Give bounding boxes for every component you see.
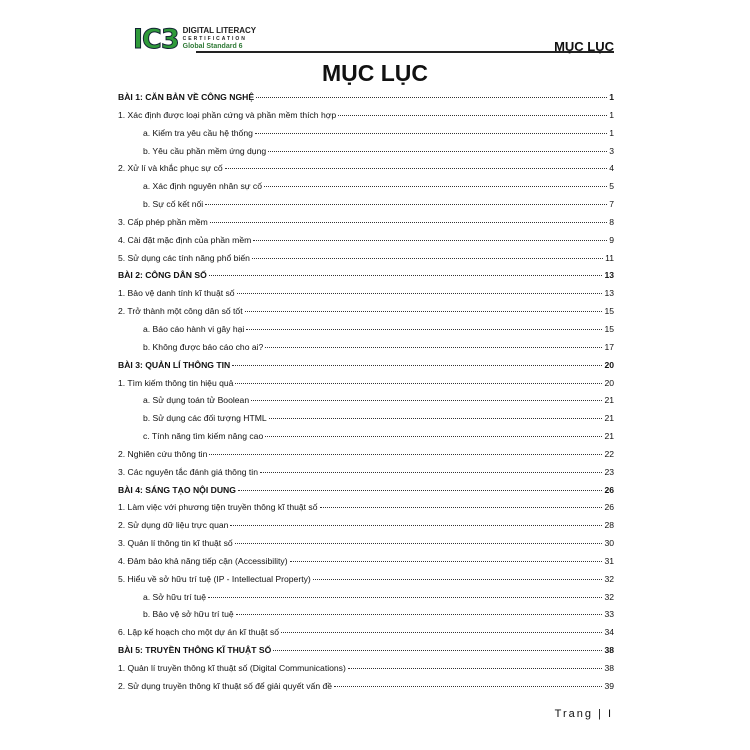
toc-entry-title: 5. Sử dụng các tính năng phổ biến	[118, 252, 250, 263]
toc-entry[interactable]	[118, 627, 614, 645]
toc-entry-page: 31	[604, 555, 614, 566]
dot-leader	[281, 632, 602, 633]
dot-leader	[251, 400, 602, 401]
toc-entry-page: 17	[604, 341, 614, 352]
logo-text	[183, 27, 256, 51]
dot-leader	[268, 151, 607, 152]
dot-leader	[235, 383, 602, 384]
toc-entry-title: 2. Xử lí và khắc phục sự cố	[118, 163, 223, 174]
toc-entry-page: 28	[604, 520, 614, 531]
dot-leader	[246, 329, 602, 330]
toc-entry[interactable]	[118, 520, 614, 538]
toc-entry-page: 13	[604, 270, 614, 281]
toc-entry-page: 15	[604, 306, 614, 317]
toc-entry-page: 34	[604, 627, 614, 638]
toc-entry-page: 21	[604, 413, 614, 424]
toc-entry[interactable]	[118, 235, 614, 253]
header-section-title: MỤC LỤC	[554, 39, 614, 54]
toc-entry[interactable]	[118, 609, 614, 627]
toc-entry-title: 4. Đảm bảo khả năng tiếp cận (Accessibility)	[118, 555, 288, 566]
toc-entry[interactable]	[118, 128, 614, 146]
ic3-logo	[133, 24, 257, 55]
dot-leader	[225, 168, 608, 169]
toc-entry-title: b. Không được báo cáo cho ai?	[143, 341, 264, 352]
toc-entry-title: 6. Lập kế hoạch cho một dự án kĩ thuật số	[118, 627, 280, 638]
toc-entry-title: 3. Cấp phép phần mềm	[118, 216, 208, 227]
toc-entry[interactable]	[118, 485, 614, 503]
toc-entry-page: 32	[604, 591, 614, 602]
toc-entry-title: 1. Quản lí truyền thông kĩ thuật số (Digital Communications)	[118, 663, 346, 673]
toc-entry[interactable]	[118, 110, 614, 128]
toc-entry-title: 3. Quản lí thông tin kĩ thuật số	[118, 538, 233, 549]
toc-entry-page: 33	[604, 609, 614, 620]
toc-entry[interactable]	[118, 181, 614, 199]
dot-leader	[236, 614, 603, 615]
toc-entry-page: 30	[604, 538, 614, 549]
dot-leader	[205, 204, 607, 205]
toc-entry-title: 2. Sử dụng truyền thông kĩ thuật số để giải quyết vấn đề	[118, 680, 333, 691]
logo-mark: IC3	[133, 24, 179, 55]
toc-entry-page: 5	[609, 181, 614, 192]
toc-entry-page: 11	[605, 252, 614, 263]
toc-entry[interactable]	[118, 502, 614, 520]
dot-leader	[237, 293, 603, 294]
page-title: MỤC LỤC	[321, 60, 429, 86]
dot-leader	[208, 597, 602, 598]
page-number: Trang | I	[554, 708, 613, 720]
toc-entry-page: 1	[609, 127, 614, 138]
toc-entry[interactable]	[118, 413, 614, 431]
dot-leader	[256, 97, 607, 98]
toc-entry[interactable]	[118, 163, 614, 181]
toc-entry[interactable]	[118, 574, 614, 592]
toc-entry-page: 23	[604, 466, 614, 477]
toc-entry-title: 1. Xác định được loại phần cứng và phần mềm thích hợp	[118, 109, 337, 120]
dot-leader	[265, 436, 602, 437]
toc-entry[interactable]	[118, 324, 614, 342]
toc-entry[interactable]	[118, 663, 614, 681]
toc-entry-title: b. Sử dụng các đối tượng HTML	[143, 413, 267, 424]
logo-line-3: Global Standard 6	[182, 43, 243, 50]
dot-leader	[290, 561, 603, 562]
dot-leader	[210, 222, 607, 223]
toc-entry-title: 2. Trở thành một công dân số tốt	[118, 306, 243, 317]
toc-entry-title: 1. Làm việc với phương tiện truyền thông kĩ thuật số	[118, 502, 318, 513]
table-of-contents	[118, 92, 614, 699]
header-divider	[196, 51, 614, 53]
toc-entry[interactable]	[118, 342, 614, 360]
toc-entry-title: a. Sở hữu trí tuệ	[143, 591, 206, 602]
toc-entry[interactable]	[118, 146, 614, 164]
toc-entry-title: a. Kiểm tra yêu cầu hệ thống	[143, 127, 253, 138]
toc-entry[interactable]	[118, 681, 614, 699]
toc-entry[interactable]	[118, 199, 614, 217]
toc-entry-title: 2. Nghiên cứu thông tin	[118, 448, 208, 459]
dot-leader	[253, 240, 607, 241]
toc-entry-page: 8	[609, 216, 614, 227]
toc-entry-page: 1	[609, 92, 614, 102]
toc-entry-title: BÀI 3: QUẢN LÍ THÔNG TIN	[118, 359, 231, 370]
dot-leader	[245, 311, 603, 312]
toc-entry[interactable]	[118, 431, 614, 449]
dot-leader	[238, 490, 603, 491]
toc-entry-page: 21	[604, 395, 614, 406]
toc-entry-page: 4	[609, 163, 614, 174]
toc-entry[interactable]	[118, 378, 614, 396]
toc-entry-page: 26	[604, 502, 614, 513]
toc-entry-page: 21	[604, 431, 614, 442]
toc-entry[interactable]	[118, 556, 614, 574]
toc-entry[interactable]	[118, 538, 614, 556]
toc-entry-title: b. Yêu cầu phần mềm ứng dụng	[143, 145, 267, 156]
dot-leader	[273, 650, 602, 651]
toc-entry[interactable]	[118, 360, 614, 378]
dot-leader	[209, 454, 602, 455]
toc-entry-page: 7	[609, 199, 614, 210]
toc-entry-title: BÀI 1: CĂN BẢN VỀ CÔNG NGHỆ	[118, 92, 255, 102]
dot-leader	[230, 525, 602, 526]
toc-entry-page: 39	[604, 680, 614, 691]
toc-entry-page: 20	[604, 359, 614, 370]
toc-entry[interactable]	[118, 395, 614, 413]
toc-entry-title: 2. Sử dụng dữ liệu trực quan	[118, 520, 229, 531]
toc-entry-page: 9	[609, 234, 614, 245]
dot-leader	[260, 472, 602, 473]
toc-entry[interactable]	[118, 592, 614, 610]
dot-leader	[313, 579, 603, 580]
toc-entry-page: 32	[604, 573, 614, 584]
toc-entry[interactable]	[118, 270, 614, 288]
toc-entry-title: c. Tính năng tìm kiếm nâng cao	[143, 431, 264, 442]
toc-entry-title: b. Bảo vệ sở hữu trí tuệ	[143, 609, 234, 620]
logo-line-1: DIGITAL LITERACY	[182, 26, 257, 35]
toc-entry-title: BÀI 2: CÔNG DÂN SỐ	[118, 270, 207, 281]
toc-entry[interactable]	[118, 306, 614, 324]
dot-leader	[338, 115, 607, 116]
toc-entry[interactable]	[118, 449, 614, 467]
dot-leader	[320, 507, 603, 508]
toc-entry-title: a. Sử dụng toán tử Boolean	[143, 395, 250, 406]
toc-entry-page: 15	[604, 323, 614, 334]
dot-leader	[252, 258, 603, 259]
toc-entry-page: 3	[609, 145, 614, 156]
toc-entry[interactable]	[118, 288, 614, 306]
toc-entry-title: 3. Các nguyên tắc đánh giá thông tin	[118, 466, 258, 477]
toc-entry-page: 38	[604, 645, 614, 656]
toc-entry-page: 22	[604, 448, 614, 459]
dot-leader	[264, 186, 607, 187]
toc-entry-title: b. Sự cố kết nối	[143, 199, 204, 210]
toc-entry-title: BÀI 4: SÁNG TẠO NỘI DUNG	[118, 484, 236, 495]
dot-leader	[348, 668, 603, 669]
toc-entry[interactable]	[118, 92, 614, 110]
dot-leader	[232, 365, 602, 366]
toc-entry-page: 13	[604, 288, 614, 299]
dot-leader	[265, 347, 602, 348]
toc-entry-page: 26	[604, 484, 614, 495]
logo-line-2: CERTIFICATION	[182, 36, 247, 42]
toc-entry-page: 38	[604, 663, 614, 673]
toc-entry[interactable]	[118, 253, 614, 271]
toc-entry-title: 4. Cài đặt mặc định của phần mềm	[118, 234, 252, 245]
toc-entry-page: 20	[604, 377, 614, 388]
dot-leader	[255, 133, 607, 134]
dot-leader	[334, 686, 602, 687]
toc-entry[interactable]	[118, 467, 614, 485]
dot-leader	[235, 543, 603, 544]
toc-entry-title: a. Báo cáo hành vi gây hại	[143, 323, 245, 334]
toc-entry-title: BÀI 5: TRUYỀN THÔNG KĨ THUẬT SỐ	[118, 645, 272, 656]
toc-entry-page: 1	[609, 109, 614, 120]
toc-entry[interactable]	[118, 217, 614, 235]
toc-entry-title: 1. Bảo vệ danh tính kĩ thuật số	[118, 288, 235, 299]
dot-leader	[209, 275, 603, 276]
toc-entry-title: 5. Hiểu về sở hữu trí tuệ (IP - Intellectual Property)	[118, 573, 311, 584]
dot-leader	[269, 418, 603, 419]
toc-entry[interactable]	[118, 645, 614, 663]
toc-entry-title: 1. Tìm kiếm thông tin hiệu quả	[118, 377, 234, 388]
toc-entry-title: a. Xác định nguyên nhân sự cố	[143, 181, 262, 192]
